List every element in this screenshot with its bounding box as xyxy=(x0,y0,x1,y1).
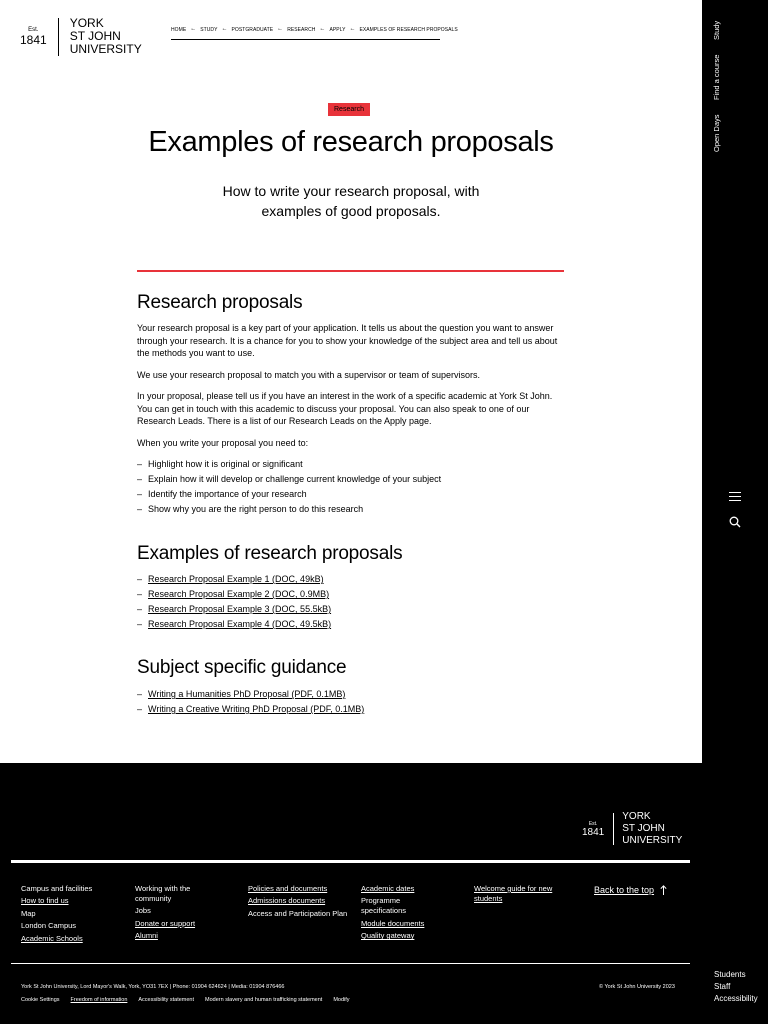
list-item xyxy=(137,572,331,587)
breadcrumb-current: EXAMPLES OF RESEARCH PROPOSALS xyxy=(359,27,458,33)
footer-link[interactable]: Quality gateway xyxy=(361,931,415,941)
download-link[interactable]: Research Proposal Example 1 (DOC, 49kB) xyxy=(148,574,324,584)
breadcrumb-study[interactable]: STUDY xyxy=(200,27,218,33)
footer-divider xyxy=(11,860,690,863)
download-link[interactable]: Writing a Humanities PhD Proposal (PDF, 0.1MB) xyxy=(148,689,346,699)
footer-link[interactable]: Academic Schools xyxy=(21,933,83,943)
paragraph: In your proposal, please tell us if you have an interest in the work of a specific academic at York St John. You can get in touch with this academic to discuss your proposal. You can also speak to one of our Research Leads. There is a list of our Research Leads on the Apply page. xyxy=(137,391,553,426)
list-item xyxy=(137,702,364,717)
breadcrumb-apply[interactable]: APPLY xyxy=(329,27,346,33)
footer-link[interactable]: Donate or support xyxy=(135,918,196,928)
section-heading-guidance: Subject specific guidance xyxy=(137,657,347,678)
sidebar-link-find-a-course[interactable]: Find a course xyxy=(712,54,721,100)
logo-est-label: Est. xyxy=(28,26,39,33)
footer-link[interactable]: Programme specifications xyxy=(361,896,407,916)
footer-link[interactable]: Access and Participation Plan xyxy=(248,908,348,918)
logo-name xyxy=(70,17,142,56)
sidebar-link-accessibility[interactable]: Accessibility xyxy=(714,994,758,1003)
download-link[interactable]: Research Proposal Example 2 (DOC, 0.9MB) xyxy=(148,589,330,599)
category-tag[interactable]: Research xyxy=(328,103,370,116)
footer-divider xyxy=(11,963,690,964)
footer-link[interactable]: Map xyxy=(21,908,36,918)
logo-divider xyxy=(58,18,59,56)
logo-name-line: UNIVERSITY xyxy=(69,42,142,56)
footer-link[interactable]: Policies and documents xyxy=(248,884,328,893)
logo-name xyxy=(622,811,682,847)
download-link[interactable]: Research Proposal Example 4 (DOC, 49.5kB) xyxy=(148,619,332,629)
logo-established xyxy=(582,821,604,838)
footer-column xyxy=(474,884,569,906)
footer-link[interactable]: London Campus xyxy=(21,921,77,931)
footer-link[interactable]: Welcome guide for new students xyxy=(474,884,553,903)
modern-slavery-link[interactable]: Modern slavery and human trafficking statement xyxy=(205,997,323,1003)
page-title: Examples of research proposals xyxy=(148,126,554,158)
modify-link[interactable]: Modify xyxy=(333,997,350,1003)
sidebar-link-students[interactable]: Students xyxy=(714,970,746,979)
logo-name-line: ST JOHN xyxy=(622,823,665,834)
section-heading-research-proposals: Research proposals xyxy=(137,292,303,313)
search-icon[interactable] xyxy=(729,516,741,528)
list-item: – Highlight how it is original or significant xyxy=(137,457,441,472)
footer-column xyxy=(248,884,348,921)
section-heading-examples: Examples of research proposals xyxy=(137,543,403,564)
legal-links xyxy=(21,997,350,1003)
footer-link[interactable]: How to find us xyxy=(21,896,69,906)
requirements-list xyxy=(137,457,441,517)
breadcrumb-home[interactable]: HOME xyxy=(171,27,187,33)
accessibility-statement-link[interactable]: Accessibility statement xyxy=(138,997,195,1003)
download-link[interactable]: Writing a Creative Writing PhD Proposal (PDF, 0.1MB) xyxy=(148,704,365,714)
paragraph: We use your research proposal to match you with a supervisor or team of supervisors. xyxy=(137,370,480,380)
university-logo[interactable] xyxy=(20,17,142,56)
sidebar-link-study[interactable]: Study xyxy=(712,20,721,40)
list-item xyxy=(137,617,331,632)
foi-link[interactable]: Freedom of information xyxy=(70,997,128,1003)
logo-est-year: 1841 xyxy=(582,826,605,838)
cookie-settings-link[interactable]: Cookie Settings xyxy=(21,997,60,1003)
logo-est-year: 1841 xyxy=(20,32,47,47)
logo-est-label: Est. xyxy=(588,820,598,827)
sidebar-link-staff[interactable]: Staff xyxy=(714,982,731,991)
footer-column xyxy=(361,884,441,944)
sidebar-bottom-links xyxy=(714,969,758,1005)
list-item: – Explain how it will develop or challenge current knowledge of your subject xyxy=(137,472,441,487)
logo-name-line: YORK xyxy=(622,811,651,822)
breadcrumb-separator-icon: ← xyxy=(277,26,284,32)
section-divider xyxy=(137,270,564,272)
breadcrumb xyxy=(171,26,458,40)
breadcrumb-separator-icon: ← xyxy=(319,26,326,32)
footer-link[interactable]: Alumni xyxy=(135,931,158,941)
logo-name-line: YORK xyxy=(69,16,104,30)
examples-list xyxy=(137,572,331,632)
footer xyxy=(0,763,702,1024)
logo-name-line: UNIVERSITY xyxy=(622,835,683,846)
footer-address: York St John University, Lord Mayor's Walk, York, YO31 7EX | Phone: 01904 624624 | Media: 01904 876466 xyxy=(21,984,285,990)
footer-link[interactable]: Admissions documents xyxy=(248,896,326,906)
paragraph: Your research proposal is a key part of your application. It tells us about the question you want to answer through your research. It is a chance for you to show your knowledge of the subject area and tell us about the methods you want to use. xyxy=(137,323,558,358)
list-item xyxy=(137,587,331,602)
footer-column xyxy=(21,884,121,946)
back-to-top-label: Back to the top xyxy=(594,885,655,895)
footer-logo[interactable] xyxy=(582,811,682,847)
side-nav xyxy=(702,0,768,1024)
footer-link[interactable]: Campus and facilities xyxy=(21,884,93,893)
list-item xyxy=(137,687,364,702)
footer-link[interactable]: Working with the community xyxy=(135,884,191,903)
list-item: – Show why you are the right person to do this research xyxy=(137,502,441,517)
list-item xyxy=(137,602,331,617)
logo-established xyxy=(20,27,47,47)
arrow-up-icon xyxy=(660,885,667,895)
footer-copyright: © York St John University 2023 xyxy=(599,984,675,990)
breadcrumb-separator-icon: ← xyxy=(190,26,197,32)
breadcrumb-postgraduate[interactable]: POSTGRADUATE xyxy=(231,27,274,33)
download-link[interactable]: Research Proposal Example 3 (DOC, 55.5kB) xyxy=(148,604,332,614)
paragraph: When you write your proposal you need to: xyxy=(137,438,309,448)
footer-link[interactable]: Academic dates xyxy=(361,884,415,893)
guidance-list xyxy=(137,687,364,717)
breadcrumb-research[interactable]: RESEARCH xyxy=(287,27,316,33)
footer-link[interactable]: Jobs xyxy=(135,906,151,916)
page-intro: How to write your research proposal, with examples of good proposals. xyxy=(222,183,480,219)
hamburger-icon[interactable] xyxy=(729,492,741,502)
breadcrumb-separator-icon: ← xyxy=(349,26,356,32)
footer-link[interactable]: Module documents xyxy=(361,918,425,928)
logo-divider xyxy=(613,813,614,845)
footer-column xyxy=(135,884,215,944)
logo-name-line: ST JOHN xyxy=(69,29,121,43)
breadcrumb-separator-icon: ← xyxy=(221,26,228,32)
list-item: – Identify the importance of your research xyxy=(137,487,441,502)
back-to-top-link[interactable] xyxy=(594,885,667,895)
sidebar-link-open-days[interactable]: Open Days xyxy=(712,114,721,152)
